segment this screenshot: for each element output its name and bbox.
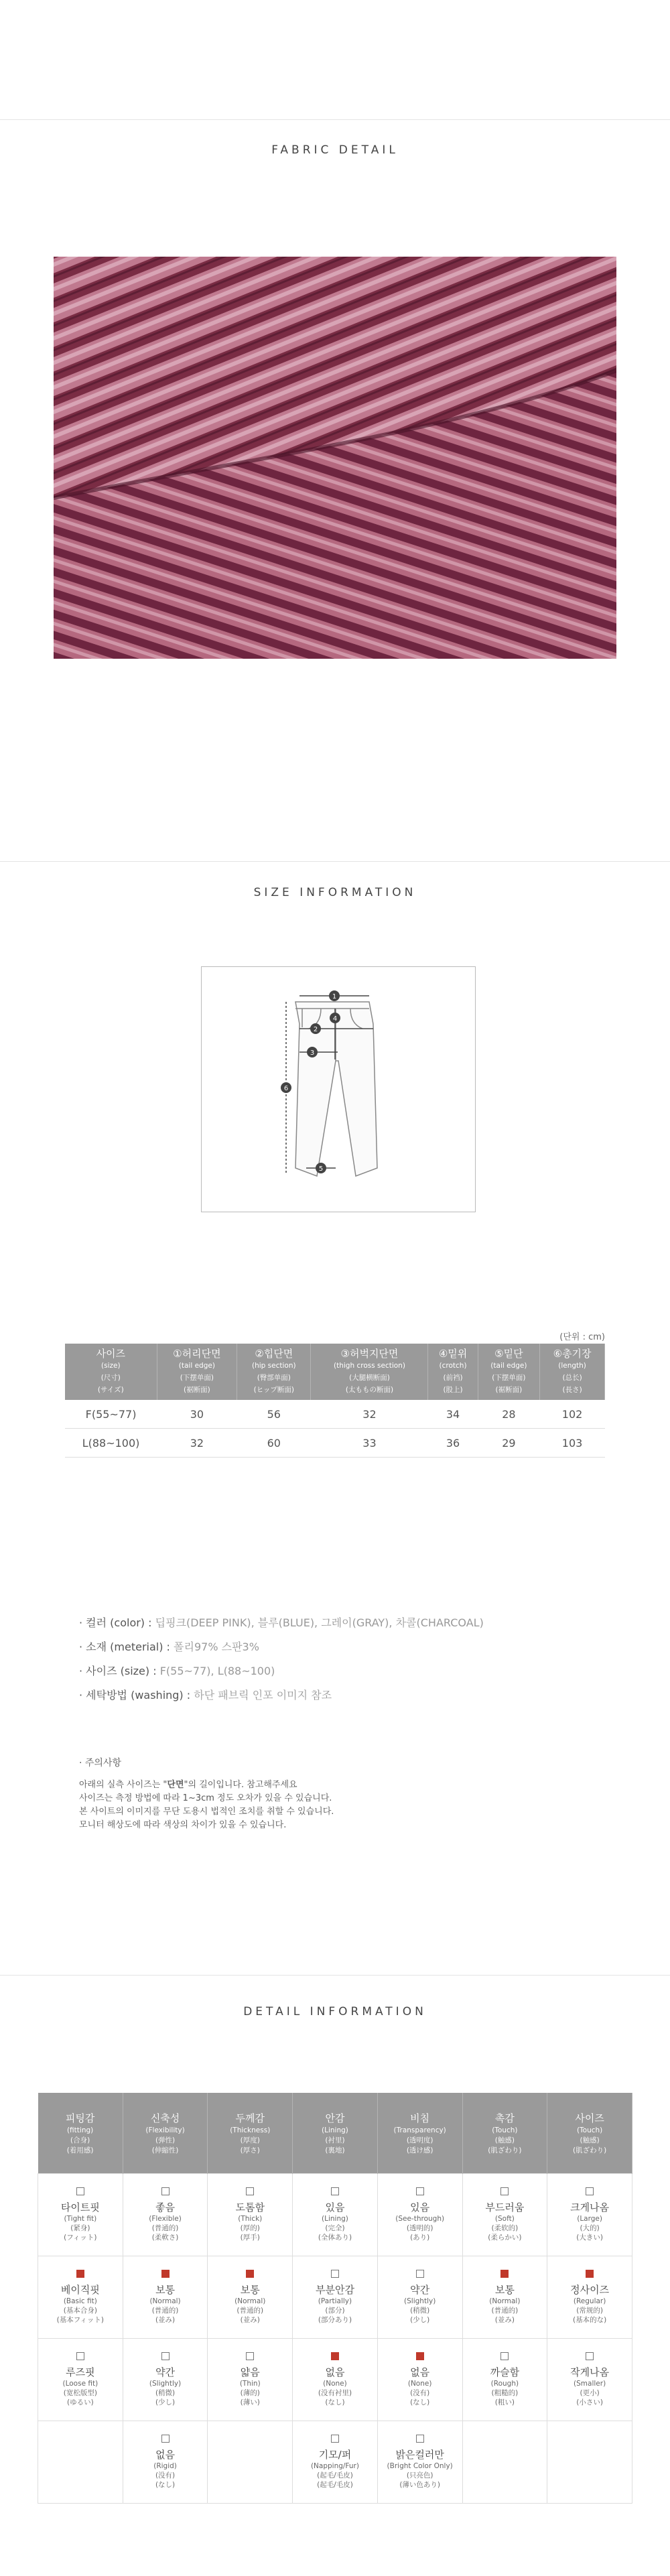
header-text: (触感) bbox=[580, 2136, 600, 2144]
detail-header-cell bbox=[123, 2093, 208, 2174]
checkbox-empty-icon bbox=[416, 2187, 424, 2195]
notes-line: 모니터 해상도에 따라 색상의 차이가 있을 수 있습니다. bbox=[79, 1820, 287, 1830]
detail-cell bbox=[293, 2174, 378, 2256]
checkbox-checked-icon bbox=[500, 2270, 509, 2278]
detail-header-cell bbox=[547, 2093, 632, 2174]
checkbox-empty-icon bbox=[586, 2187, 594, 2195]
detail-header-cell bbox=[38, 2093, 123, 2174]
detail-cell bbox=[377, 2174, 462, 2256]
table-cell: L(88~100) bbox=[65, 1429, 157, 1458]
checkbox-checked-icon bbox=[416, 2352, 424, 2360]
option-sub: (Smaller) bbox=[574, 2380, 606, 2388]
header-text: ④밑위 bbox=[438, 1348, 468, 1360]
detail-cell bbox=[462, 2339, 547, 2421]
option-sub: (Rigid) bbox=[153, 2462, 177, 2470]
option-label: 없음 bbox=[325, 2366, 345, 2378]
detail-cell bbox=[38, 2174, 123, 2256]
detail-table bbox=[38, 2093, 632, 2504]
option-sub: (基本フィット) bbox=[56, 2316, 105, 2324]
notes-emphasis: 단면 bbox=[167, 1780, 184, 1790]
table-row bbox=[38, 2339, 632, 2421]
info-label: · 소재 (meterial) : bbox=[79, 1640, 174, 1653]
detail-cell bbox=[293, 2256, 378, 2339]
header-text: (size) bbox=[101, 1362, 121, 1370]
detail-cell bbox=[123, 2256, 208, 2339]
section-divider bbox=[0, 119, 670, 120]
option-label: 루즈핏 bbox=[66, 2366, 95, 2378]
header-text: (Flexibility) bbox=[145, 2126, 185, 2134]
size-information-title: SIZE INFORMATION bbox=[253, 886, 417, 899]
detail-cell bbox=[38, 2339, 123, 2421]
header-text: (总长) bbox=[562, 1374, 582, 1382]
checkbox-empty-icon bbox=[331, 2270, 339, 2278]
info-washing bbox=[79, 1683, 484, 1708]
option-label: 작게나옴 bbox=[570, 2366, 610, 2378]
option-label: 얇음 bbox=[240, 2366, 260, 2378]
info-value: 하단 패브릭 인포 이미지 참조 bbox=[194, 1689, 332, 1701]
header-text: ⑥총기장 bbox=[553, 1348, 592, 1360]
info-value: 폴리97% 스판3% bbox=[174, 1640, 259, 1653]
detail-cell bbox=[462, 2256, 547, 2339]
checkbox-empty-icon bbox=[76, 2352, 84, 2360]
detail-cell bbox=[377, 2421, 462, 2504]
table-cell: 32 bbox=[157, 1429, 237, 1458]
option-sub: (普通的) bbox=[151, 2224, 179, 2232]
option-sub: (只亮色) bbox=[406, 2471, 433, 2480]
option-sub: (普通的) bbox=[237, 2307, 264, 2315]
product-info bbox=[79, 1611, 484, 1708]
table-cell: 33 bbox=[311, 1429, 428, 1458]
option-label: 보통 bbox=[155, 2284, 176, 2296]
option-sub: (Flexible) bbox=[149, 2215, 182, 2223]
header-text: (大腿横断面) bbox=[349, 1374, 390, 1382]
header-text: (前裆) bbox=[443, 1374, 463, 1382]
option-sub: (粗い) bbox=[494, 2398, 515, 2406]
marker-label: 6 bbox=[283, 1085, 289, 1092]
header-text: (衬里) bbox=[325, 2136, 345, 2144]
option-label: 보통 bbox=[494, 2284, 515, 2296]
option-label: 부드러움 bbox=[485, 2201, 525, 2213]
header-text: (Lining) bbox=[322, 2126, 348, 2134]
notes-line: 사이즈는 측정 방법에 따라 1~3cm 정도 오차가 있을 수 있습니다. bbox=[79, 1793, 332, 1803]
notes bbox=[79, 1756, 334, 1832]
option-sub: (基本的な) bbox=[573, 2316, 607, 2324]
option-sub: (柔软的) bbox=[491, 2224, 519, 2232]
option-sub: (稍微) bbox=[410, 2307, 430, 2315]
option-sub: (Normal) bbox=[234, 2297, 266, 2305]
option-sub: (薄い色あり) bbox=[399, 2481, 441, 2489]
option-label: 없음 bbox=[410, 2366, 430, 2378]
detail-cell bbox=[293, 2339, 378, 2421]
fabric-detail-title: FABRIC DETAIL bbox=[271, 143, 399, 157]
header-text: (厚度) bbox=[240, 2136, 260, 2144]
detail-cell bbox=[208, 2256, 293, 2339]
header-text: (厚さ) bbox=[240, 2146, 260, 2154]
info-material bbox=[79, 1635, 484, 1659]
option-sub: (全体あり) bbox=[318, 2234, 352, 2242]
marker-6 bbox=[281, 1082, 291, 1093]
detail-header-cell bbox=[208, 2093, 293, 2174]
size-header-cell bbox=[237, 1344, 311, 1400]
header-text: (crotch) bbox=[439, 1362, 467, 1370]
checkbox-empty-icon bbox=[416, 2270, 424, 2278]
marker-5 bbox=[316, 1163, 326, 1173]
detail-cell bbox=[377, 2339, 462, 2421]
detail-cell bbox=[38, 2421, 123, 2504]
checkbox-empty-icon bbox=[76, 2187, 84, 2195]
checkbox-empty-icon bbox=[161, 2187, 170, 2195]
option-sub: (少し) bbox=[155, 2398, 176, 2406]
table-cell: 34 bbox=[428, 1400, 478, 1429]
option-sub: (Bright Color Only) bbox=[387, 2462, 453, 2470]
option-label: 약간 bbox=[410, 2284, 430, 2296]
size-header-cell bbox=[540, 1344, 605, 1400]
marker-4 bbox=[330, 1013, 340, 1023]
option-sub: (Large) bbox=[577, 2215, 602, 2223]
option-label: 약간 bbox=[155, 2366, 176, 2378]
checkbox-empty-icon bbox=[500, 2187, 509, 2195]
option-label: 있음 bbox=[410, 2201, 430, 2213]
option-sub: (なし) bbox=[155, 2481, 176, 2489]
option-sub: (See-through) bbox=[395, 2215, 445, 2223]
header-text: 피팅감 bbox=[65, 2112, 95, 2124]
header-text: (Touch) bbox=[492, 2126, 518, 2134]
checkbox-empty-icon bbox=[161, 2352, 170, 2360]
detail-cell bbox=[38, 2256, 123, 2339]
option-sub: (更小) bbox=[580, 2389, 600, 2397]
table-cell: 36 bbox=[428, 1429, 478, 1458]
notes-title: · 주의사항 bbox=[79, 1758, 121, 1768]
size-header-cell bbox=[478, 1344, 540, 1400]
option-sub: (並み) bbox=[240, 2316, 260, 2324]
header-text: ②힙단면 bbox=[255, 1348, 293, 1360]
option-sub: (常规的) bbox=[576, 2307, 603, 2315]
option-sub: (完全) bbox=[325, 2224, 345, 2232]
detail-cell bbox=[293, 2421, 378, 2504]
detail-cell bbox=[462, 2421, 547, 2504]
header-text: 촉감 bbox=[494, 2112, 515, 2124]
unit-label: (단위 : cm) bbox=[559, 1332, 605, 1342]
option-label: 부분안감 bbox=[315, 2284, 354, 2296]
header-text: (裾断面) bbox=[184, 1386, 210, 1394]
info-size bbox=[79, 1659, 484, 1683]
table-cell: 28 bbox=[478, 1400, 540, 1429]
header-text: (Touch) bbox=[576, 2126, 603, 2134]
marker-2 bbox=[310, 1023, 321, 1034]
option-sub: (Regular) bbox=[573, 2297, 606, 2305]
header-text: (裏地) bbox=[325, 2146, 345, 2154]
option-sub: (Thin) bbox=[239, 2380, 261, 2388]
option-sub: (Thick) bbox=[238, 2215, 263, 2223]
marker-label: 1 bbox=[332, 993, 337, 1001]
detail-cell bbox=[208, 2174, 293, 2256]
detail-cell bbox=[547, 2256, 632, 2339]
table-cell: 103 bbox=[540, 1429, 605, 1458]
checkbox-empty-icon bbox=[246, 2187, 254, 2195]
marker-label: 5 bbox=[318, 1165, 324, 1173]
info-label: · 사이즈 (size) : bbox=[79, 1665, 160, 1677]
info-value: F(55~77), L(88~100) bbox=[159, 1665, 275, 1677]
option-label: 도톰함 bbox=[235, 2201, 265, 2213]
checkbox-empty-icon bbox=[246, 2352, 254, 2360]
detail-cell bbox=[123, 2339, 208, 2421]
header-text: (尺寸) bbox=[100, 1374, 121, 1382]
option-sub: (並み) bbox=[155, 2316, 176, 2324]
option-sub: (没有衬里) bbox=[318, 2389, 352, 2397]
detail-cell bbox=[123, 2174, 208, 2256]
size-header-cell bbox=[157, 1344, 237, 1400]
option-sub: (稍微) bbox=[155, 2389, 176, 2397]
table-cell: 30 bbox=[157, 1400, 237, 1429]
pants-diagram bbox=[201, 966, 476, 1212]
option-sub: (厚的) bbox=[240, 2224, 260, 2232]
option-sub: (Basic fit) bbox=[63, 2297, 97, 2305]
table-cell: 102 bbox=[540, 1400, 605, 1429]
table-cell: 32 bbox=[311, 1400, 428, 1429]
option-sub: (普通的) bbox=[151, 2307, 179, 2315]
option-label: 까슬함 bbox=[490, 2366, 520, 2378]
option-sub: (Tight fit) bbox=[64, 2215, 97, 2223]
header-text: 안감 bbox=[325, 2112, 345, 2124]
header-text: (サイズ) bbox=[97, 1386, 124, 1394]
option-label: 보통 bbox=[240, 2284, 260, 2296]
checkbox-empty-icon bbox=[161, 2435, 170, 2443]
option-sub: (柔軟さ) bbox=[151, 2234, 179, 2242]
option-sub: (Lining) bbox=[322, 2215, 348, 2223]
option-sub: (柔らかい) bbox=[488, 2234, 522, 2242]
section-divider bbox=[0, 861, 670, 862]
header-text: (透け感) bbox=[406, 2146, 433, 2154]
option-sub: (没有) bbox=[155, 2471, 176, 2480]
option-sub: (Partially) bbox=[318, 2297, 352, 2305]
option-sub: (Normal) bbox=[149, 2297, 181, 2305]
header-text: (長さ) bbox=[562, 1386, 582, 1394]
detail-cell bbox=[123, 2421, 208, 2504]
marker-label: 2 bbox=[313, 1026, 318, 1033]
table-row bbox=[65, 1400, 605, 1429]
table-cell: 29 bbox=[478, 1429, 540, 1458]
option-label: 기모/퍼 bbox=[318, 2449, 352, 2461]
option-sub: (ゆるい) bbox=[67, 2398, 94, 2406]
table-cell: 56 bbox=[237, 1400, 311, 1429]
checkbox-checked-icon bbox=[586, 2270, 594, 2278]
header-text: (length) bbox=[558, 1362, 586, 1370]
option-sub: (薄的) bbox=[240, 2389, 260, 2397]
header-text: (臀部单面) bbox=[257, 1374, 291, 1382]
checkbox-checked-icon bbox=[76, 2270, 84, 2278]
header-text: (合身) bbox=[70, 2136, 90, 2144]
option-label: 베이직핏 bbox=[60, 2284, 100, 2296]
fabric-photo bbox=[54, 257, 616, 659]
detail-cell bbox=[208, 2339, 293, 2421]
header-text: (弹性) bbox=[155, 2136, 176, 2144]
option-sub: (紧身) bbox=[70, 2224, 90, 2232]
option-sub: (部分) bbox=[325, 2307, 345, 2315]
detail-cell bbox=[462, 2174, 547, 2256]
option-label: 타이트핏 bbox=[60, 2201, 100, 2213]
header-text: 두께감 bbox=[235, 2112, 265, 2124]
header-text: (裾断面) bbox=[495, 1386, 523, 1394]
marker-label: 4 bbox=[332, 1015, 338, 1023]
option-sub: (起毛/毛皮) bbox=[317, 2481, 353, 2489]
option-sub: (フィット) bbox=[64, 2234, 97, 2242]
checkbox-checked-icon bbox=[331, 2352, 339, 2360]
size-table bbox=[65, 1344, 605, 1458]
table-row bbox=[38, 2256, 632, 2339]
header-text: (肌ざわり) bbox=[573, 2146, 607, 2154]
option-sub: (Normal) bbox=[489, 2297, 521, 2305]
checkbox-empty-icon bbox=[331, 2435, 339, 2443]
header-text: 사이즈 bbox=[96, 1348, 126, 1360]
header-text: ①허리단면 bbox=[173, 1348, 221, 1360]
header-text: (fitting) bbox=[66, 2126, 94, 2134]
option-sub: (Soft) bbox=[494, 2215, 515, 2223]
option-sub: (薄い) bbox=[240, 2398, 260, 2406]
table-cell: F(55~77) bbox=[65, 1400, 157, 1429]
notes-line: 본 사이트의 이미지를 무단 도용시 법적인 조치를 취할 수 있습니다. bbox=[79, 1807, 334, 1817]
header-text: (tail edge) bbox=[178, 1362, 215, 1370]
option-sub: (None) bbox=[407, 2380, 432, 2388]
header-text: 신축성 bbox=[150, 2112, 180, 2124]
option-sub: (厚手) bbox=[240, 2234, 260, 2242]
header-text: (thigh cross section) bbox=[334, 1362, 405, 1370]
option-sub: (Rough) bbox=[490, 2380, 519, 2388]
option-sub: (透明的) bbox=[406, 2224, 433, 2232]
header-text: (着用感) bbox=[66, 2146, 94, 2154]
option-sub: (宽松版型) bbox=[63, 2389, 97, 2397]
info-label: · 세탁방법 (washing) : bbox=[79, 1689, 194, 1701]
option-sub: (没有) bbox=[410, 2389, 430, 2397]
option-label: 없음 bbox=[155, 2449, 176, 2461]
option-sub: (少し) bbox=[410, 2316, 430, 2324]
option-sub: (並み) bbox=[494, 2316, 515, 2324]
header-text: (触感) bbox=[494, 2136, 515, 2144]
notes-line: 아래의 실측 사이즈는 "단면"의 길이입니다. 참고해주세요 bbox=[79, 1780, 297, 1790]
header-text: (透明度) bbox=[406, 2136, 433, 2144]
option-label: 있음 bbox=[325, 2201, 345, 2213]
option-label: 정사이즈 bbox=[570, 2284, 610, 2296]
detail-cell bbox=[547, 2174, 632, 2256]
table-row bbox=[65, 1429, 605, 1458]
header-text: (股上) bbox=[443, 1386, 463, 1394]
marker-3 bbox=[307, 1047, 318, 1057]
table-cell: 60 bbox=[237, 1429, 311, 1458]
size-header-cell bbox=[311, 1344, 428, 1400]
option-sub: (小さい) bbox=[576, 2398, 603, 2406]
checkbox-empty-icon bbox=[500, 2352, 509, 2360]
header-text: 비침 bbox=[410, 2112, 430, 2124]
header-text: (tail edge) bbox=[490, 1362, 527, 1370]
checkbox-empty-icon bbox=[416, 2435, 424, 2443]
section-divider bbox=[0, 1975, 670, 1976]
detail-cell bbox=[547, 2339, 632, 2421]
info-value: 딥핑크(DEEP PINK), 블루(BLUE), 그레이(GRAY), 차콜(CHARCOAL) bbox=[155, 1616, 484, 1629]
option-label: 크게나옴 bbox=[570, 2201, 610, 2213]
header-text: (下摆单面) bbox=[492, 1374, 526, 1382]
header-text: (hip section) bbox=[252, 1362, 296, 1370]
header-text: (Transparency) bbox=[393, 2126, 446, 2134]
table-row bbox=[38, 2421, 632, 2504]
header-text: (肌ざわり) bbox=[488, 2146, 522, 2154]
option-sub: (None) bbox=[323, 2380, 347, 2388]
option-label: 좋음 bbox=[155, 2201, 176, 2213]
size-header-cell bbox=[65, 1344, 157, 1400]
option-sub: (粗糙的) bbox=[491, 2389, 519, 2397]
header-text: (太ももの断面) bbox=[345, 1386, 394, 1394]
option-sub: (Slightly) bbox=[404, 2297, 436, 2305]
option-label: 밝은컬러만 bbox=[395, 2449, 444, 2461]
option-sub: (Loose fit) bbox=[62, 2380, 98, 2388]
detail-header-cell bbox=[293, 2093, 378, 2174]
detail-header-cell bbox=[462, 2093, 547, 2174]
header-text: ⑤밑단 bbox=[494, 1348, 523, 1360]
header-text: (ヒップ断面) bbox=[253, 1386, 294, 1394]
header-text: 사이즈 bbox=[575, 2112, 604, 2124]
option-sub: (なし) bbox=[410, 2398, 430, 2406]
pants-outline bbox=[202, 967, 475, 1212]
option-sub: (Napping/Fur) bbox=[310, 2462, 359, 2470]
detail-cell bbox=[377, 2256, 462, 2339]
header-text: (Thickness) bbox=[230, 2126, 271, 2134]
header-text: ③허벅지단면 bbox=[340, 1348, 399, 1360]
option-sub: (起毛/毛皮) bbox=[317, 2471, 353, 2480]
header-text: (伸縮性) bbox=[151, 2146, 179, 2154]
option-sub: (普通的) bbox=[491, 2307, 519, 2315]
detail-information-title: DETAIL INFORMATION bbox=[243, 2005, 427, 2018]
checkbox-empty-icon bbox=[331, 2187, 339, 2195]
detail-header-cell bbox=[377, 2093, 462, 2174]
checkbox-checked-icon bbox=[246, 2270, 254, 2278]
option-sub: (Slightly) bbox=[149, 2380, 182, 2388]
option-sub: (部分あり) bbox=[318, 2316, 352, 2324]
info-label: · 컬러 (color) : bbox=[79, 1616, 155, 1629]
option-sub: (あり) bbox=[410, 2234, 430, 2242]
marker-label: 3 bbox=[310, 1049, 315, 1057]
option-sub: (なし) bbox=[325, 2398, 345, 2406]
checkbox-checked-icon bbox=[161, 2270, 170, 2278]
marker-1 bbox=[329, 990, 340, 1001]
detail-cell bbox=[547, 2421, 632, 2504]
info-color bbox=[79, 1611, 484, 1635]
header-text: (下摆单面) bbox=[180, 1374, 214, 1382]
option-sub: (大的) bbox=[580, 2224, 600, 2232]
table-row bbox=[38, 2174, 632, 2256]
detail-cell bbox=[208, 2421, 293, 2504]
option-sub: (大きい) bbox=[576, 2234, 603, 2242]
size-header-cell bbox=[428, 1344, 478, 1400]
option-sub: (基本合身) bbox=[63, 2307, 97, 2315]
checkbox-empty-icon bbox=[586, 2352, 594, 2360]
